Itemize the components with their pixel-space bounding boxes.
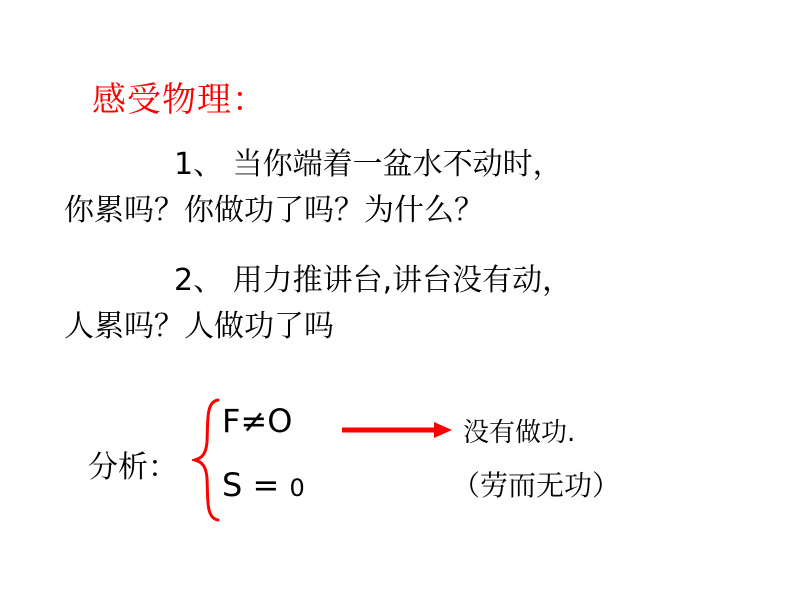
question-2-line-2: 人累吗？人做功了吗 (64, 309, 334, 344)
result-line-1: 没有做功. (463, 418, 576, 448)
question-1-line-1: 1、 当你端着一盆水不动时， (174, 147, 563, 182)
brace-icon (192, 398, 218, 518)
question-2-line-1: 2、 用力推讲台,讲台没有动， (174, 263, 573, 298)
equation-force: F≠O (222, 402, 293, 440)
question-item-1 (64, 142, 563, 234)
equation-distance-main: S = (222, 466, 290, 504)
question-1-line-2: 你累吗？你做功了吗？为什么？ (64, 193, 484, 228)
equation-distance (222, 466, 305, 504)
equation-distance-value: 0 (289, 474, 305, 502)
right-arrow-icon (342, 420, 452, 440)
page-title: 感受物理： (92, 80, 267, 120)
question-item-2 (64, 258, 572, 350)
result-line-2: （劳而无功） (452, 469, 621, 502)
analysis-label: 分析： (88, 450, 178, 485)
